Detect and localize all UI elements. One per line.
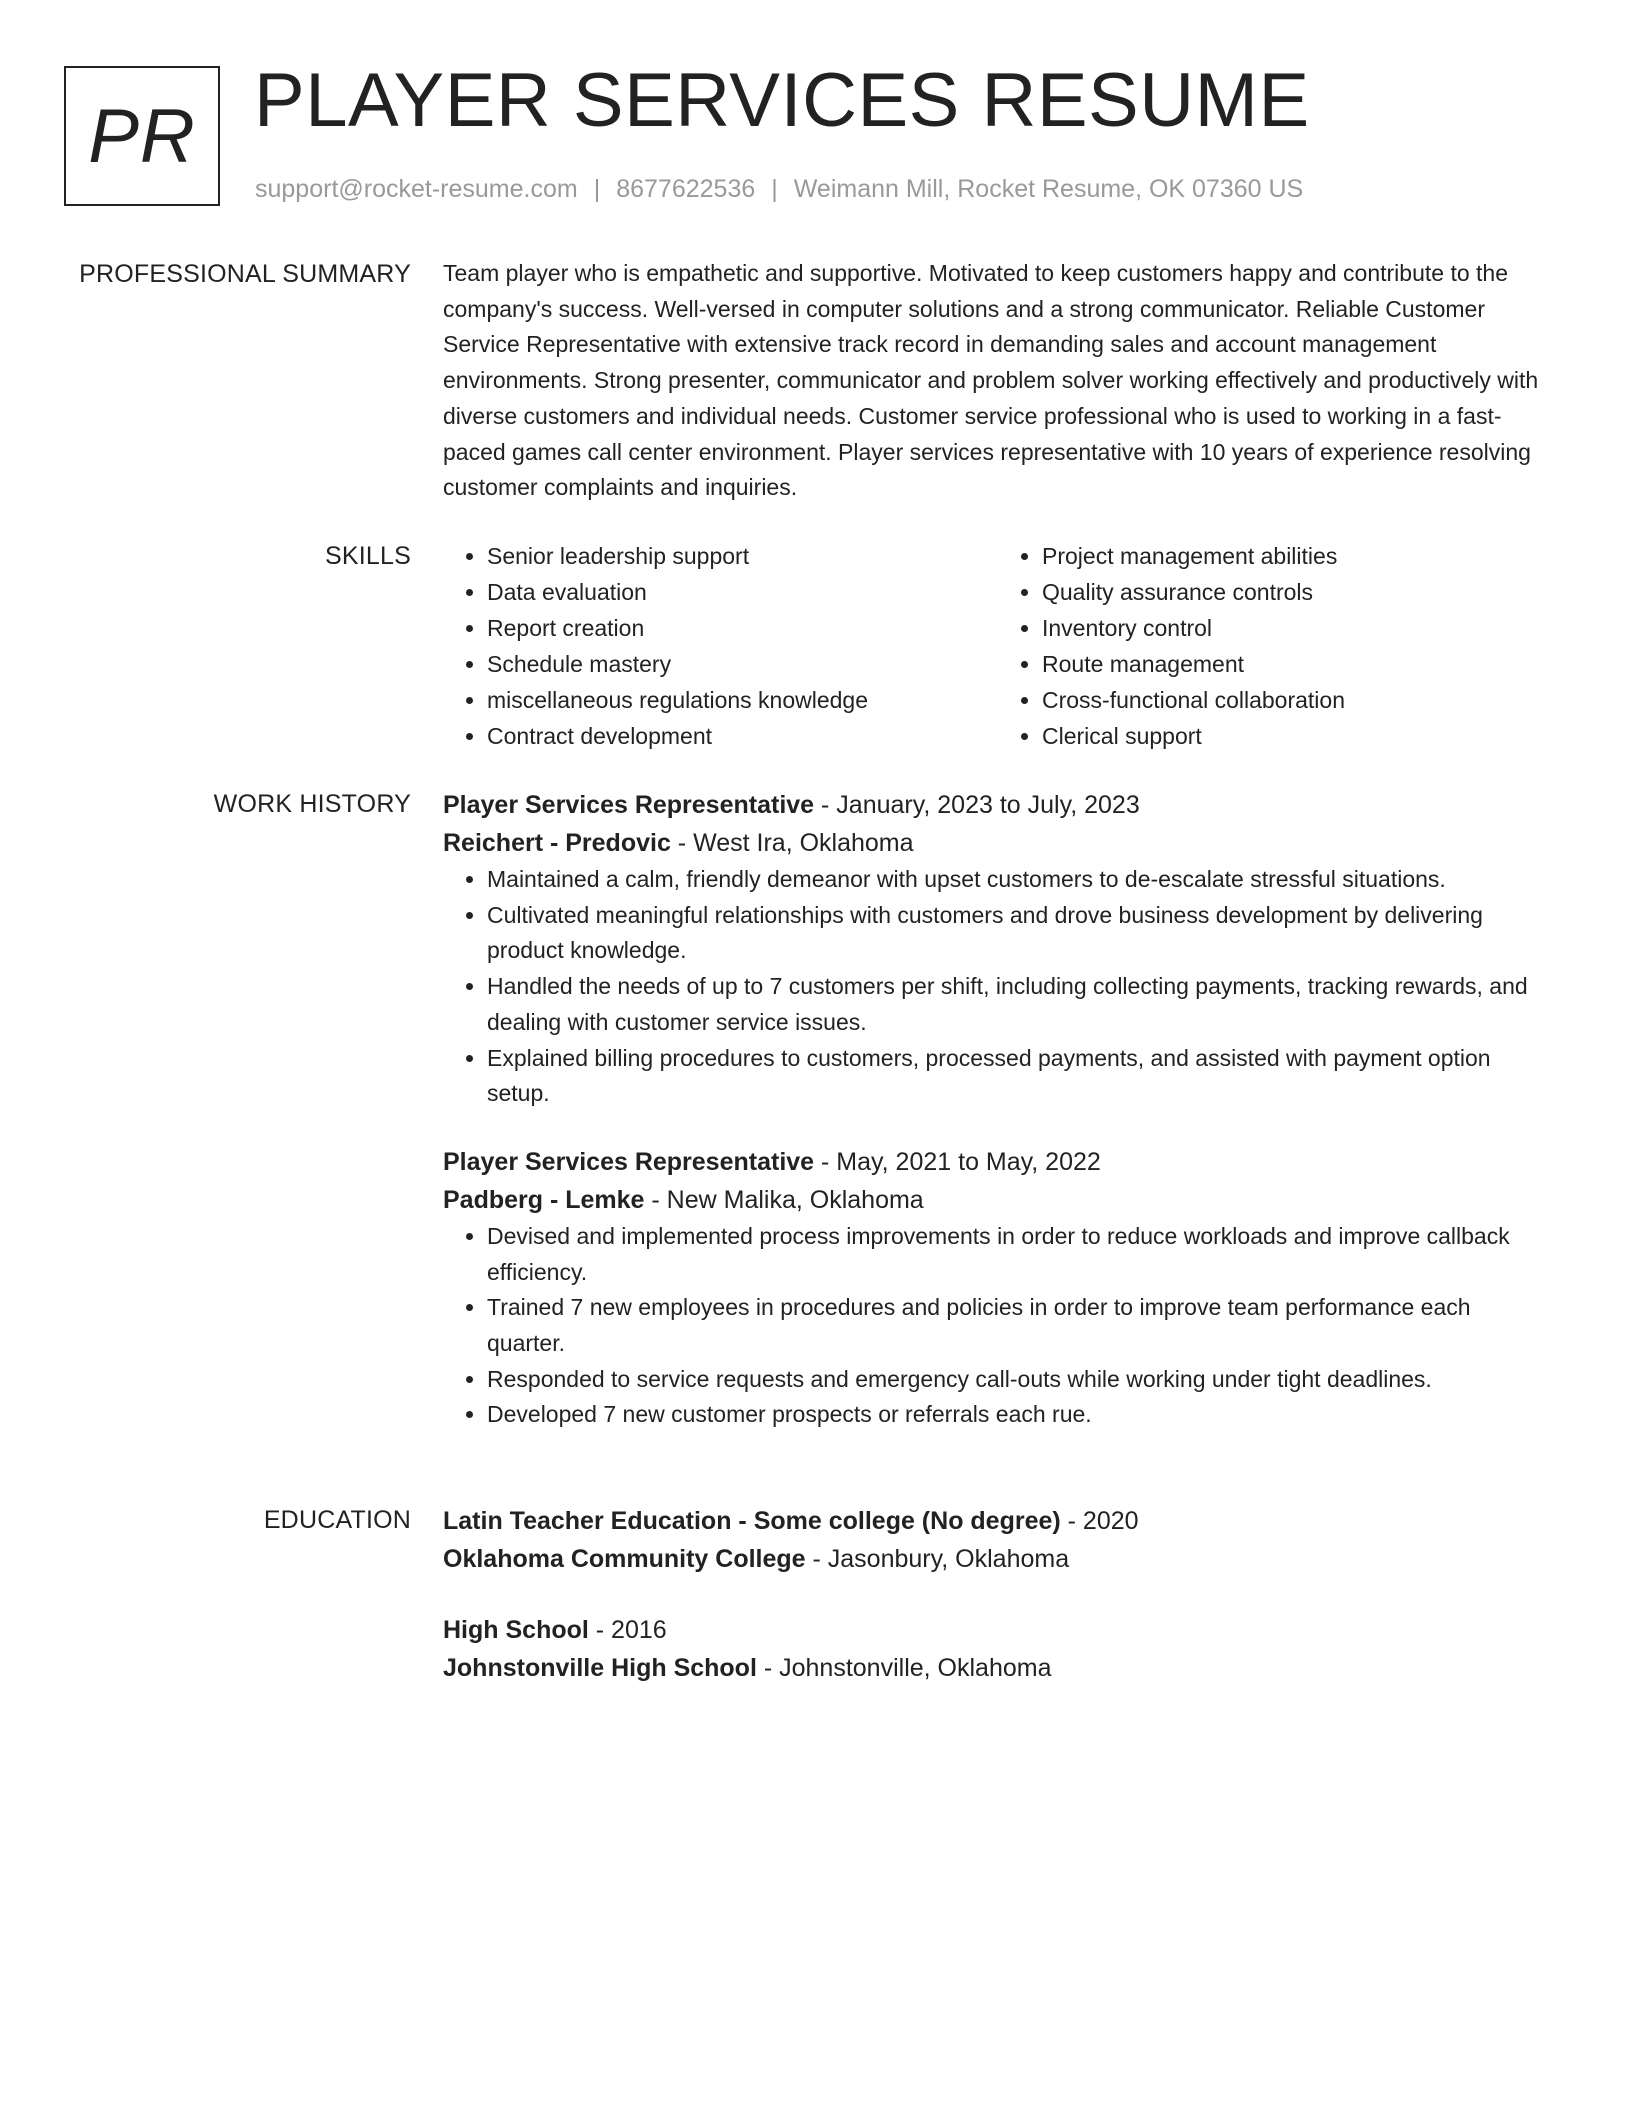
education-entry: [443, 1502, 1553, 1578]
education-body: [443, 1502, 1553, 1687]
skill-item: • Schedule mastery: [487, 646, 998, 682]
education-degree: High School: [443, 1616, 589, 1644]
job-duty: • Developed 7 new customer prospects or referrals each rue.: [487, 1397, 1553, 1433]
work-history-heading: WORK HISTORY: [213, 790, 411, 818]
job-company: Reichert - Predovic: [443, 829, 671, 857]
job-location: - New Malika, Oklahoma: [644, 1185, 924, 1214]
education-heading: EDUCATION: [263, 1506, 411, 1534]
education-location: - Jasonbury, Oklahoma: [805, 1545, 1070, 1573]
contact-email[interactable]: support@rocket-resume.com: [255, 175, 578, 203]
skill-item: • Project management abilities: [1042, 538, 1553, 574]
job-dates: - January, 2023 to July, 2023: [814, 791, 1140, 819]
monogram-text: PR: [88, 93, 196, 179]
job-title-line: [443, 1143, 1553, 1181]
education-school: Oklahoma Community College: [443, 1545, 806, 1573]
summary-heading: PROFESSIONAL SUMMARY: [79, 260, 411, 288]
skill-item: • Inventory control: [1042, 610, 1553, 646]
job-duty: • Responded to service requests and emergency call-outs while working under tight deadlines.: [487, 1362, 1553, 1398]
skills-heading: SKILLS: [325, 542, 411, 570]
skill-item: • Cross-functional collaboration: [1042, 682, 1553, 718]
education-degree: Latin Teacher Education - Some college (No degree): [443, 1507, 1061, 1535]
contact-separator: |: [771, 175, 778, 203]
skills-list-right: [998, 538, 1553, 754]
job-duties-list: [443, 1219, 1553, 1433]
job-duty: • Handled the needs of up to 7 customers per shift, including collecting payments, tracking rewards, and dealing with customer service issues.: [487, 969, 1553, 1040]
job-duty: • Cultivated meaningful relationships with customers and drove business development by delivering product knowledge.: [487, 898, 1553, 969]
job-duty: • Maintained a calm, friendly demeanor with upset customers to de-escalate stressful situations.: [487, 862, 1553, 898]
skill-item: • Contract development: [487, 718, 998, 754]
resume-title: PLAYER SERVICES RESUME: [254, 58, 1310, 143]
contact-address: Weimann Mill, Rocket Resume, OK 07360 US: [793, 175, 1304, 203]
job-duty: • Devised and implemented process improvements in order to reduce workloads and improve callback efficiency.: [487, 1219, 1553, 1290]
education-degree-line: [443, 1611, 1553, 1649]
job-company-line: [443, 824, 1553, 862]
education-location: - Johnstonville, Oklahoma: [756, 1654, 1052, 1682]
skills-body: [443, 538, 1553, 754]
education-school-line: [443, 1540, 1553, 1578]
job-entry: [443, 786, 1553, 1112]
skill-item: • Report creation: [487, 610, 998, 646]
education-school: Johnstonville High School: [443, 1654, 757, 1682]
contact-line: [255, 173, 1303, 205]
education-year: - 2016: [588, 1616, 667, 1644]
work-history-body: [443, 786, 1553, 1433]
job-entry: [443, 1143, 1553, 1433]
summary-body: [443, 256, 1553, 506]
job-duties-list: [443, 862, 1553, 1112]
job-company-line: [443, 1181, 1553, 1219]
job-duty: • Explained billing procedures to customers, processed payments, and assisted with payment option setup.: [487, 1041, 1553, 1112]
summary-text: Team player who is empathetic and supportive. Motivated to keep customers happy and contribute to the company's success. Well-versed in computer solutions and a strong communicator. Reliable Customer Service Representative with extensive track record in demanding sales and account management environments. Strong presenter, communicator and problem solver working effectively and productively with diverse customers and individual needs. Customer service professional who is used to working in a fast-paced games call center environment. Player services representative with 10 years of experience resolving customer complaints and inquiries.: [443, 260, 1539, 501]
monogram-badge: [64, 66, 220, 206]
job-duty: • Trained 7 new employees in procedures and policies in order to improve team performance each quarter.: [487, 1290, 1553, 1361]
skill-item: • Clerical support: [1042, 718, 1553, 754]
skill-item: • Route management: [1042, 646, 1553, 682]
job-title: Player Services Representative: [443, 791, 815, 819]
education-year: - 2020: [1060, 1507, 1139, 1535]
skill-item: • Senior leadership support: [487, 538, 998, 574]
skills-list-left: [443, 538, 998, 754]
skill-item: • Quality assurance controls: [1042, 574, 1553, 610]
education-school-line: [443, 1649, 1553, 1687]
job-title: Player Services Representative: [443, 1147, 815, 1176]
education-degree-line: [443, 1502, 1553, 1540]
education-entry: [443, 1611, 1553, 1687]
job-location: - West Ira, Oklahoma: [670, 829, 914, 857]
contact-separator: |: [593, 175, 601, 203]
job-company: Padberg - Lemke: [443, 1185, 645, 1214]
contact-phone[interactable]: 8677622536: [616, 175, 756, 203]
job-dates: - May, 2021 to May, 2022: [814, 1147, 1101, 1176]
skill-item: • Data evaluation: [487, 574, 998, 610]
job-title-line: [443, 786, 1553, 824]
skill-item: • miscellaneous regulations knowledge: [487, 682, 998, 718]
